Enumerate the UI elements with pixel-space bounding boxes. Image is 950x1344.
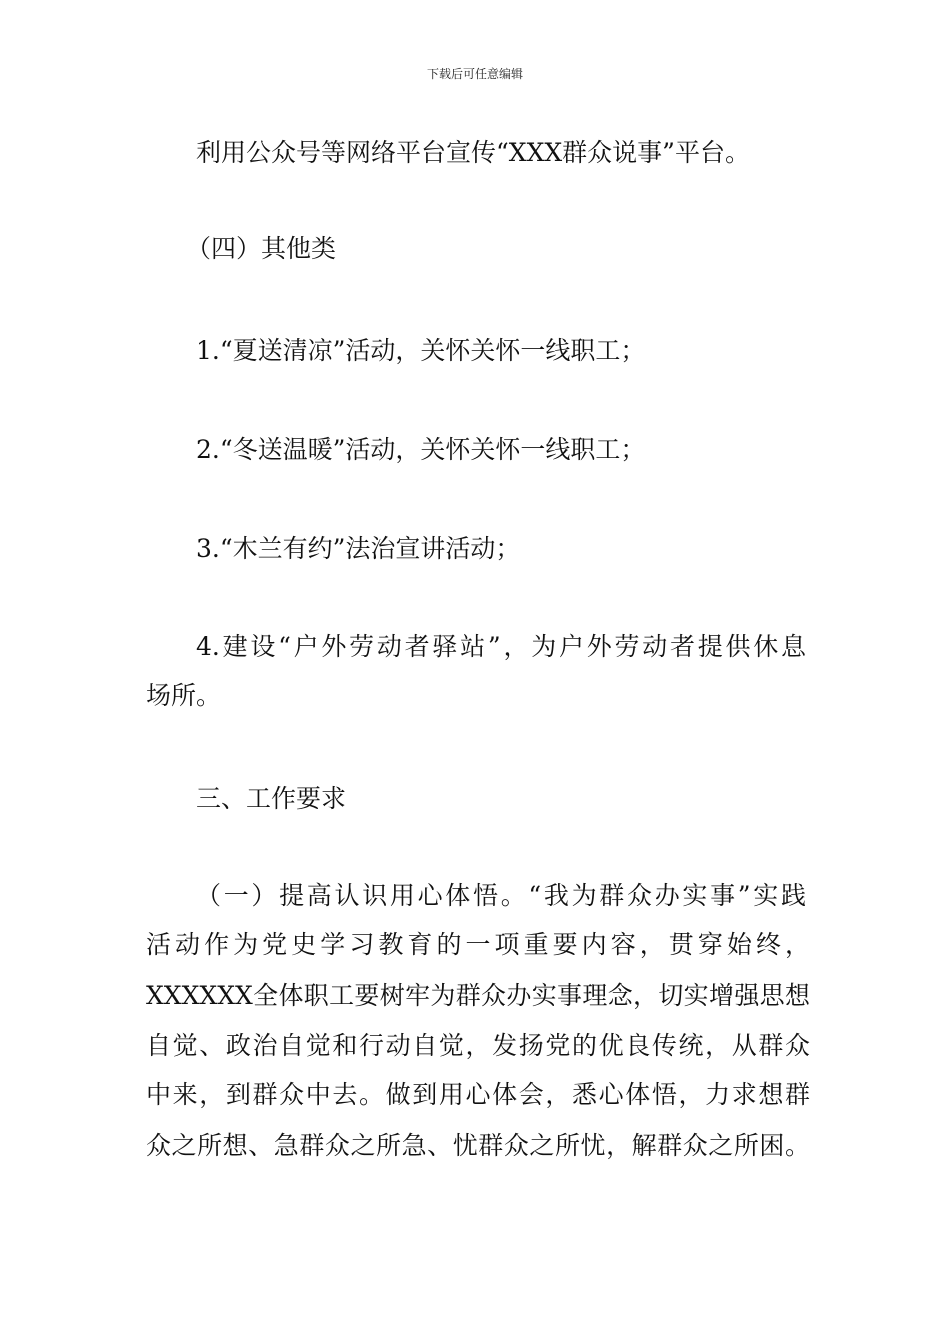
paragraph-line: 活动作为党史学习教育的一项重要内容，贯穿始终，: [146, 930, 810, 959]
section-title-work-requirements: 三、工作要求: [196, 784, 347, 813]
body-line-promotion: 利用公众号等网络平台宣传“XXX群众说事”平台。: [196, 138, 750, 167]
list-item-4-line-1: 4.建设“户外劳动者驿站”，为户外劳动者提供休息: [196, 632, 806, 661]
paragraph-line: 中来，到群众中去。做到用心体会，悉心体悟，力求想群: [146, 1080, 810, 1109]
paragraph-line: 众之所想、急群众之所急、忧群众之所忧，解群众之所困。: [146, 1131, 810, 1160]
page-header-note: 下载后可任意编辑: [426, 67, 523, 81]
list-item-1: 1.“夏送清凉”活动，关怀关怀一线职工；: [196, 336, 646, 365]
list-item-2: 2.“冬送温暖”活动，关怀关怀一线职工；: [196, 435, 646, 464]
subheading-other-category: （四）其他类: [186, 234, 337, 263]
list-item-3: 3.“木兰有约”法治宣讲活动；: [196, 534, 521, 563]
paragraph-line: （一）提高认识用心体悟。“我为群众办实事”实践: [196, 881, 806, 910]
paragraph-line: 自觉、政治自觉和行动自觉，发扬党的优良传统，从群众: [146, 1031, 810, 1060]
list-item-4-line-2: 场所。: [146, 681, 222, 710]
paragraph-line: XXXXXX全体职工要树牢为群众办实事理念，切实增强思想: [146, 981, 810, 1010]
